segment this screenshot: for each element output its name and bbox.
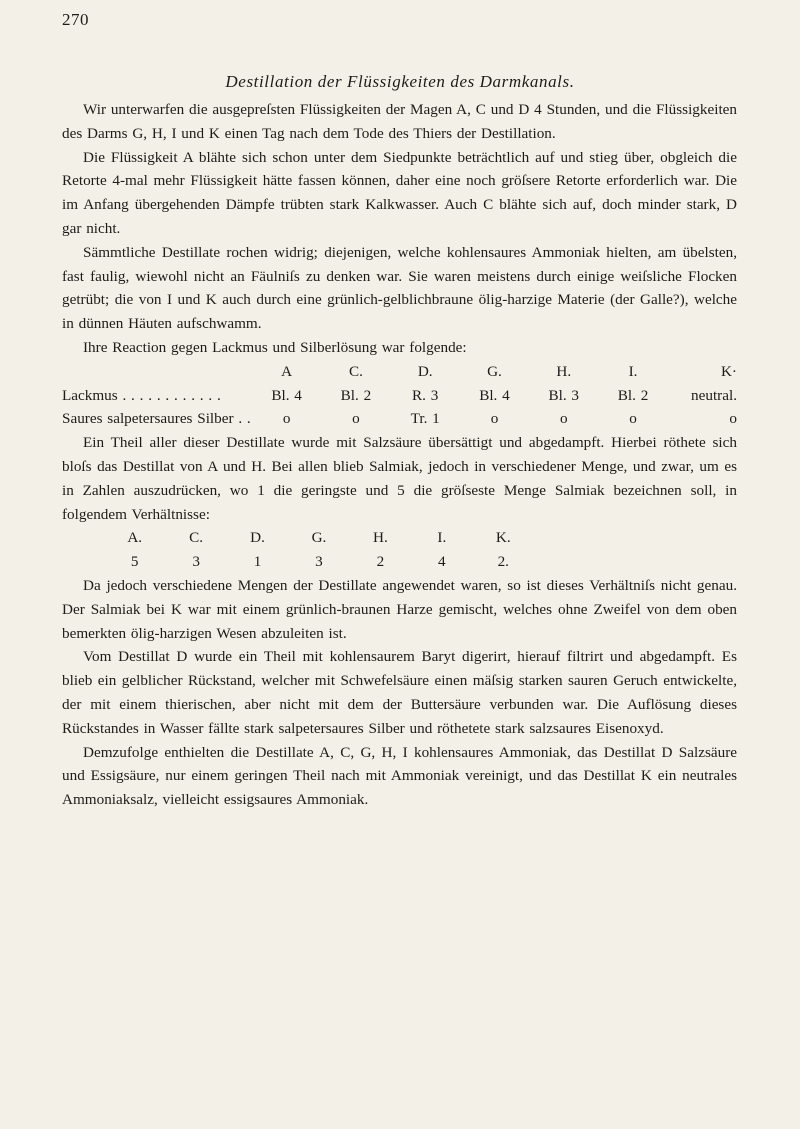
- salmiak-value-cell: 3: [315, 553, 323, 571]
- reaction-header-cell: I.: [628, 362, 638, 380]
- reaction-header-cell: K·: [720, 362, 737, 380]
- paragraph-6: Da jedoch verschiedene Mengen der Destillate angewendet waren, so ist dieses Verhältniſs nicht genau. Der Salmiak bei K war mit einem grünlich-braunen Harze gemischt, welches ohne Zweifel von dem oben bemerkten ölig-harzigen Wesen abzuleiten ist.: [62, 576, 737, 642]
- reaction-cell: o: [559, 410, 568, 428]
- reaction-row-silber: [62, 407, 737, 431]
- page-body: [62, 98, 737, 812]
- reaction-table-header: [62, 360, 737, 384]
- reaction-cell: Bl. 2: [617, 386, 649, 404]
- paragraph-1: Wir unterwarfen die ausgepreſsten Flüssigkeiten der Magen A, C und D 4 Stunden, und die Flüssigkeiten des Darms G, H, I und K einen Tag nach dem Tode des Thiers der Destillation.: [62, 101, 737, 142]
- reaction-row-label: Lackmus . . . . . . . . . . . .: [62, 386, 221, 404]
- reaction-header-cell: G.: [487, 362, 502, 380]
- reaction-cell: Bl. 3: [548, 386, 580, 404]
- paragraph-3: Sämmtliche Destillate rochen widrig; diejenigen, welche kohlensaures Ammoniak hielten, am übelsten, fast faulig, wiewohl nicht an Fäulniſs zu denken war. Sie waren meistens durch einige weiſsliche Flocken getrübt; die von I und K auch durch eine grünlich-gelblichbraune ölig-harzige Materie (der Galle?), welche in dünnen Häuten aufschwamm.: [62, 243, 737, 333]
- reaction-header-cell: D.: [417, 362, 433, 380]
- salmiak-header-cell: C.: [189, 529, 204, 547]
- salmiak-table-header: [104, 526, 534, 550]
- paragraph-8: Demzufolge enthielten die Destillate A, C, G, H, I kohlensaures Ammoniak, das Destillat D Salzsäure und Essigsäure, nur einem geringen Theil nach mit Ammoniak vereinigt, und das Destillat K ein neutrales Ammoniaksalz, vielleicht essigsaures Ammoniak.: [62, 743, 737, 809]
- salmiak-header-cell: K.: [495, 529, 511, 547]
- page-number: 270: [62, 10, 89, 29]
- paragraph-2: Die Flüssigkeit A blähte sich schon unter dem Siedpunkte beträchtlich auf und stieg über, obgleich die Retorte 4-mal mehr Flüssigkeit hätte fassen können, daher eine noch gröſsere Retorte erforderlich war. Die im Anfang übergehenden Dämpfe trübten stark Kalkwasser. Auch C blähte sich auf, doch minder stark, D gar nicht.: [62, 148, 737, 237]
- reaction-cell: neutral.: [691, 386, 737, 404]
- salmiak-value-cell: 2.: [497, 553, 509, 571]
- salmiak-table: [104, 526, 534, 574]
- reaction-cell: Bl. 4: [479, 386, 510, 404]
- salmiak-header-cell: A.: [127, 529, 143, 547]
- salmiak-value-cell: 2: [376, 553, 385, 571]
- reaction-cell: o: [490, 410, 499, 428]
- reaction-cell: o: [352, 410, 360, 428]
- paragraph-7: Vom Destillat D wurde ein Theil mit kohlensaurem Baryt digerirt, hierauf filtrirt und abgedampft. Es blieb ein gelblicher Rückstand, welcher mit Schwefelsäure einen mäſsig starken sauren Geruch entwickelte, der mit einem thierischen, aber nicht mit dem der Buttersäure verbunden war. Die Auflösung dieses Rückstandes in Wasser fällte stark salpetersaures Silber und röthetete stark salzsaures Eisenoxyd.: [62, 648, 737, 737]
- reaction-cell: Bl. 2: [340, 386, 372, 404]
- reaction-table: [62, 360, 737, 431]
- salmiak-value-cell: 1: [253, 553, 262, 571]
- salmiak-header-cell: H.: [373, 529, 388, 547]
- paragraph-4: Ihre Reaction gegen Lackmus und Silberlösung war folgende:: [83, 338, 467, 356]
- reaction-cell: Bl. 4: [271, 386, 302, 404]
- salmiak-header-cell: G.: [311, 529, 327, 547]
- salmiak-value-cell: 4: [438, 553, 446, 571]
- reaction-row-lackmus: [62, 384, 737, 408]
- salmiak-value-cell: 3: [192, 553, 200, 571]
- reaction-cell: R. 3: [412, 386, 439, 404]
- paragraph-5: Ein Theil aller dieser Destillate wurde mit Salzsäure übersättigt und abgedampft. Hierbei röthete sich bloſs das Destillat von A und H. Bei allen blieb Salmiak, jedoch in verschiedener Menge, und zwar, um es in Zahlen auszudrücken, wo 1 die geringste und 5 die gröſseste Menge Salmiak bezeichnen soll, in folgendem Verhältnisse:: [62, 434, 737, 523]
- reaction-cell: o: [282, 410, 291, 428]
- reaction-cell: Tr. 1: [410, 410, 440, 428]
- reaction-header-cell: H.: [556, 362, 572, 380]
- salmiak-header-cell: D.: [250, 529, 265, 547]
- section-heading: Destillation der Flüssigkeiten des Darmkanals.: [225, 72, 575, 91]
- reaction-cell: o: [729, 410, 737, 428]
- reaction-header-cell: C.: [348, 362, 363, 380]
- reaction-row-label: Saures salpetersaures Silber . .: [62, 410, 251, 428]
- reaction-header-cell: A: [281, 362, 293, 380]
- salmiak-header-cell: I.: [437, 529, 447, 547]
- reaction-cell: o: [629, 410, 637, 428]
- salmiak-table-values: [104, 550, 534, 574]
- salmiak-value-cell: 5: [130, 553, 139, 571]
